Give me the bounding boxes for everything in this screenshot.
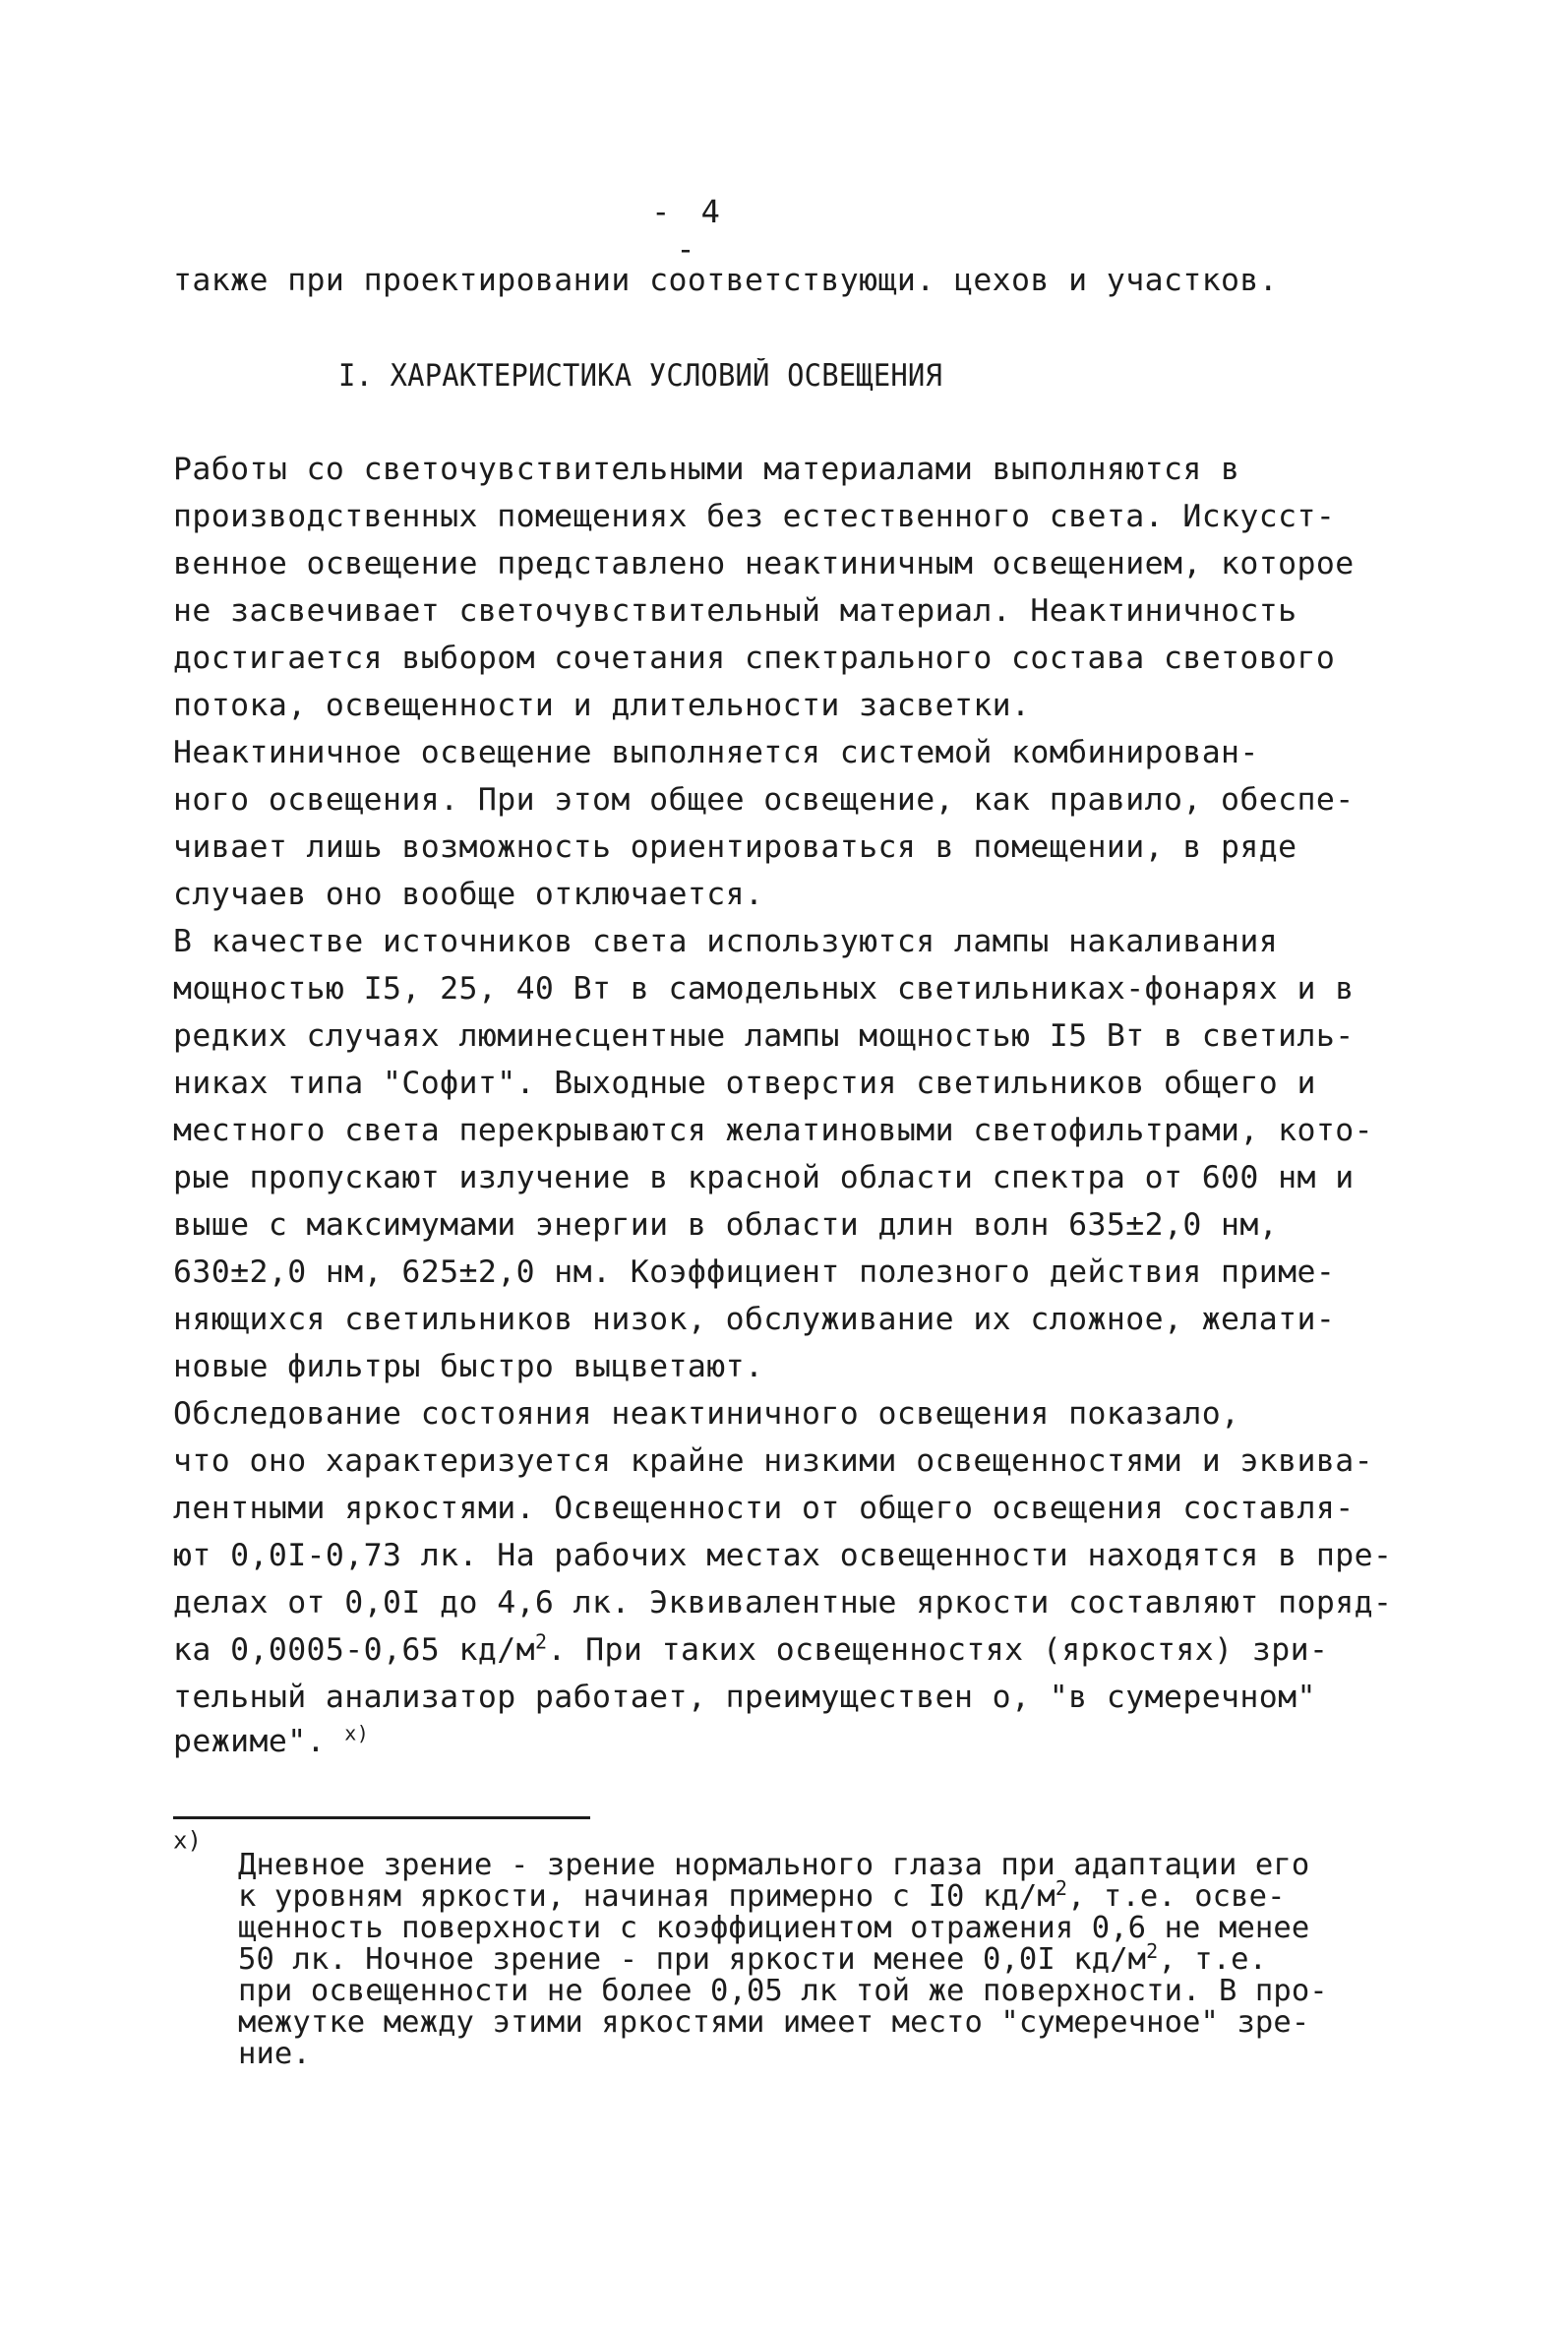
body-line: производственных помещениях без естественного света. Искусст- bbox=[173, 499, 1336, 534]
footnote-marker bbox=[173, 1826, 202, 1867]
footnote-line: Дневное зрение - зрение нормального глаза при адаптации его bbox=[238, 1848, 1310, 1882]
body-line: местного света перекрываются желатиновыми светофильтрами, кото- bbox=[173, 1113, 1373, 1148]
footnote-line: щенность поверхности с коэффициентом отражения 0,6 не менее bbox=[238, 1911, 1310, 1945]
body-line: венное освещение представлено неактиничным освещением, которое bbox=[173, 546, 1355, 581]
body-line: Неактиничное освещение выполняется системой комбинирован- bbox=[173, 735, 1259, 770]
section-heading: I. ХАРАКТЕРИСТИКА УСЛОВИЙ ОСВЕЩЕНИЯ bbox=[338, 358, 943, 394]
footnote-line-text: , т.е. bbox=[1158, 1942, 1268, 1977]
body-line: лентными яркостями. Освещенности от общего освещения составля- bbox=[173, 1491, 1355, 1526]
footnote-line: при освещенности не более 0,05 лк той же поверхности. В про- bbox=[238, 1974, 1328, 2008]
footnote-line-with-superscript bbox=[238, 1938, 1268, 1977]
footnote-marker-text: x) bbox=[173, 1826, 202, 1855]
body-line: достигается выбором сочетания спектрального состава светового bbox=[173, 641, 1336, 676]
body-line-text: ка 0,0005-0,65 кд/м bbox=[173, 1632, 535, 1668]
body-line: мощностью I5, 25, 40 Вт в самодельных светильниках-фонарях и в bbox=[173, 971, 1355, 1007]
body-line: случаев оно вообще отключается. bbox=[173, 877, 764, 912]
body-line: что оно характеризуется крайне низкими освещенностями и эквива- bbox=[173, 1443, 1373, 1479]
footnote-divider bbox=[173, 1816, 590, 1819]
body-line: ного освещения. При этом общее освещение, как правило, обеспе- bbox=[173, 782, 1355, 818]
body-line: рые пропускают излучение в красной области спектра от 600 нм и bbox=[173, 1160, 1355, 1195]
body-line: делах от 0,0I до 4,6 лк. Эквивалентные яркости составляют поряд- bbox=[173, 1585, 1393, 1621]
footnote-line-with-superscript bbox=[238, 1875, 1286, 1914]
body-line-with-footnote-ref bbox=[173, 1722, 369, 1761]
body-line: новые фильтры быстро выцветают. bbox=[173, 1349, 764, 1384]
body-line: не засвечивает светочувствительный материал. Неактиничность bbox=[173, 593, 1297, 629]
body-line: Обследование состояния неактиничного освещения показало, bbox=[173, 1396, 1240, 1432]
body-line: ют 0,0I-0,73 лк. На рабочих местах освещенности находятся в пре- bbox=[173, 1538, 1393, 1573]
page-number: - 4 - bbox=[651, 193, 726, 268]
body-line: редких случаях люминесцентные лампы мощностью I5 Вт в светиль- bbox=[173, 1018, 1355, 1054]
body-line: потока, освещенности и длительности засветки. bbox=[173, 688, 1031, 723]
body-line: никах типа "Софит". Выходные отверстия светильников общего и bbox=[173, 1066, 1316, 1101]
footnote-line-text: 50 лк. Ночное зрение - при яркости менее 0,0I кд/м bbox=[238, 1942, 1147, 1977]
superscript: 2 bbox=[1055, 1875, 1067, 1900]
body-line-text: . При таких освещенностях (яркостях) зри- bbox=[547, 1632, 1329, 1668]
body-line: 630±2,0 нм, 625±2,0 нм. Коэффициент полезного действия приме- bbox=[173, 1254, 1336, 1290]
body-line: выше с максимумами энергии в области длин волн 635±2,0 нм, bbox=[173, 1207, 1279, 1243]
body-line: тельный анализатор работает, преимуществен о, "в сумеречном" bbox=[173, 1680, 1316, 1715]
body-line: В качестве источников света используются лампы накаливания bbox=[173, 924, 1279, 959]
footnote-line-text: к уровням яркости, начиная примерно с I0 кд/м bbox=[238, 1879, 1055, 1914]
footnote-reference: x) bbox=[344, 1721, 370, 1745]
superscript: 2 bbox=[1146, 1938, 1159, 1963]
body-line: няющихся светильников низок, обслуживание их сложное, желати- bbox=[173, 1302, 1336, 1337]
footnote-line: межутке между этими яркостями имеет место "сумеречное" зре- bbox=[238, 2005, 1310, 2040]
footnote-line: ние. bbox=[238, 2037, 311, 2071]
body-line-text: режиме". bbox=[173, 1724, 326, 1759]
body-line: чивает лишь возможность ориентироваться в помещении, в ряде bbox=[173, 829, 1297, 865]
body-line: Работы со светочувствительными материалами выполняются в bbox=[173, 452, 1240, 487]
footnote-line-text: , т.е. осве- bbox=[1066, 1879, 1286, 1914]
superscript: 2 bbox=[534, 1629, 548, 1654]
continuation-line: также при проектировании соответствующи. цехов и участков. bbox=[173, 263, 1279, 298]
body-line-with-superscript bbox=[173, 1630, 1328, 1670]
